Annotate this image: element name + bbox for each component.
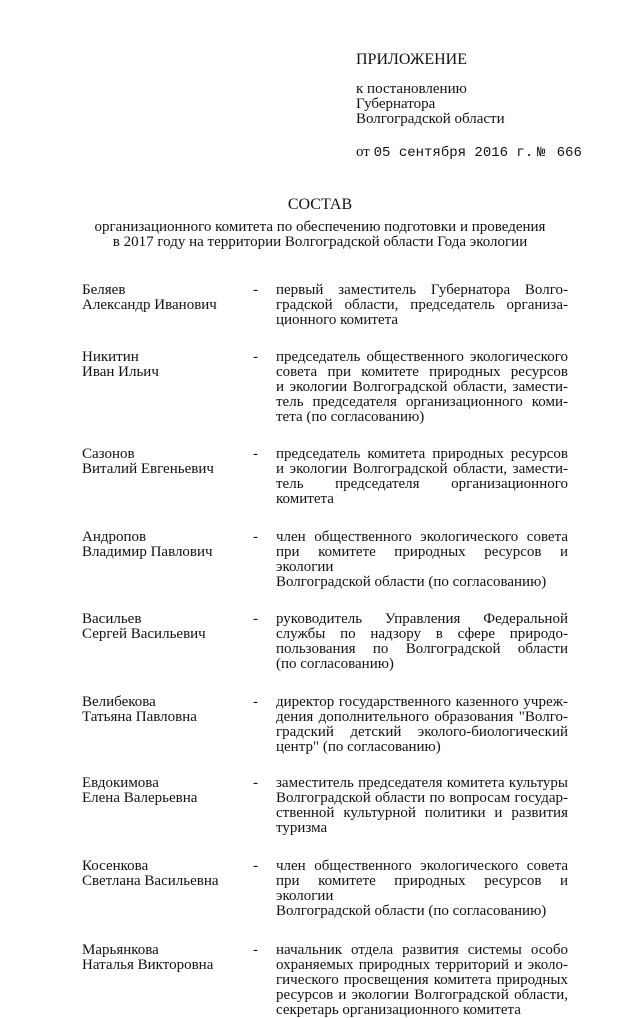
member-dash: - (253, 611, 258, 627)
member-role-line: и экологии Волгоградской области, замести- (276, 379, 568, 395)
member-given-names: Наталья Викторовна (82, 957, 214, 973)
member-dash: - (253, 446, 258, 462)
member-role-line: и экологии Волгоградской области, замести- (276, 461, 568, 477)
appendix-line: Губернатора (356, 96, 436, 112)
member-dash: - (253, 349, 258, 365)
member-name (82, 350, 250, 380)
member-given-names: Сергей Васильевич (82, 626, 206, 642)
appendix-line: к постановлению (356, 81, 467, 97)
appendix-block (356, 50, 626, 162)
member-role-line: председатель общественного экологического (276, 349, 568, 365)
appendix-title: ПРИЛОЖЕНИЕ (356, 51, 468, 68)
member-row (82, 530, 574, 590)
member-role-line: начальник отдела развития системы особо (276, 942, 568, 958)
member-given-names: Виталий Евгеньевич (82, 461, 214, 477)
member-row (82, 859, 574, 919)
member-name (82, 283, 250, 313)
member-role-line: (по согласованию) (276, 656, 394, 672)
member-given-names: Иван Ильич (82, 364, 159, 380)
member-given-names: Елена Валерьевна (82, 790, 198, 806)
member-surname: Васильев (82, 611, 142, 627)
member-role-line: тель председателя организационного коми- (276, 394, 568, 410)
member-name (82, 530, 250, 560)
member-role-line: службы по надзору в сфере природо- (276, 626, 568, 642)
member-row (82, 695, 574, 755)
member-role (276, 530, 568, 590)
member-given-names: Владимир Павлович (82, 544, 213, 560)
member-surname: Беляев (82, 282, 126, 298)
member-surname: Сазонов (82, 446, 135, 462)
member-row (82, 776, 574, 836)
member-surname: Марьянкова (82, 942, 159, 958)
member-role-line: директор государственного казенного учреж- (276, 694, 568, 710)
member-role-line: охраняемых природных территорий и эколо- (276, 957, 568, 973)
member-name (82, 859, 250, 889)
member-row (82, 350, 574, 425)
decree-prefix: от (356, 144, 370, 160)
member-role (276, 776, 568, 836)
member-role-line: секретарь организационного комитета (276, 1002, 521, 1018)
member-surname: Евдокимова (82, 775, 159, 791)
appendix-line: Волгоградской области (356, 111, 505, 127)
member-role (276, 283, 568, 328)
member-role-line: пользования по Волгоградской области (276, 641, 568, 657)
member-role-line: туризма (276, 820, 328, 836)
member-row (82, 283, 574, 328)
member-role-line: центр" (по согласованию) (276, 739, 441, 755)
subheading-line: организационного комитета по обеспечению подготовки и проведения (94, 219, 546, 235)
member-role-line: Волгоградской области по вопросам государ- (276, 790, 568, 806)
member-role-line: председатель комитета природных ресурсов (276, 446, 568, 462)
member-name (82, 447, 250, 477)
member-role-line: при комитете природных ресурсов и экологии (276, 873, 568, 904)
member-surname: Никитин (82, 349, 139, 365)
member-role-line: при комитете природных ресурсов и экологии (276, 544, 568, 575)
member-dash: - (253, 942, 258, 958)
member-role (276, 695, 568, 755)
member-role-line: ственной культурной политики и развития (276, 805, 568, 821)
member-role-line: член общественного экологического совета (276, 858, 568, 874)
member-name (82, 943, 250, 973)
member-role-line: ционного комитета (276, 312, 399, 328)
decree-date: 05 сентября 2016 г. (373, 145, 534, 161)
member-role (276, 859, 568, 919)
document-heading: СОСТАВ (287, 196, 353, 213)
member-dash: - (253, 858, 258, 874)
member-dash: - (253, 775, 258, 791)
member-row (82, 447, 574, 507)
member-surname: Андропов (82, 529, 147, 545)
decree-number-label: № (537, 145, 546, 161)
member-role-line: член общественного экологического совета (276, 529, 568, 545)
member-role-line: градской области, председатель организа- (276, 297, 568, 313)
member-name (82, 776, 250, 806)
member-role-line: ресурсов и экологии Волгоградской области, (276, 987, 568, 1003)
member-role-line: тель председателя организационного комитета (276, 476, 568, 507)
member-given-names: Светлана Васильевна (82, 873, 219, 889)
decree-number: 666 (556, 145, 582, 161)
member-role-line: дения дополнительного образования "Волго- (276, 709, 568, 725)
member-given-names: Татьяна Павловна (82, 709, 197, 725)
member-role-line: градский детский эколого-биологический (276, 724, 568, 740)
member-name (82, 695, 250, 725)
member-dash: - (253, 282, 258, 298)
member-role-line: заместитель председателя комитета культуры (276, 775, 568, 791)
member-row (82, 943, 574, 1018)
member-role (276, 447, 568, 507)
member-role-line: гического просвещения комитета природных (276, 972, 568, 988)
member-role (276, 350, 568, 425)
member-dash: - (253, 694, 258, 710)
member-surname: Косенкова (82, 858, 149, 874)
member-surname: Велибекова (82, 694, 156, 710)
member-role-line: Волгоградской области (по согласованию) (276, 574, 547, 590)
member-role-line: тета (по согласованию) (276, 409, 425, 425)
member-role-line: руководитель Управления Федеральной (276, 611, 568, 627)
member-dash: - (253, 529, 258, 545)
member-role (276, 943, 568, 1018)
subheading-line: в 2017 году на территории Волгоградской области Года экологии (112, 234, 528, 250)
members-list (82, 283, 574, 1018)
member-row (82, 612, 574, 672)
document-subheading (20, 220, 620, 250)
member-given-names: Александр Иванович (82, 297, 217, 313)
member-role (276, 612, 568, 672)
member-name (82, 612, 250, 642)
member-role-line: первый заместитель Губернатора Волго- (276, 282, 568, 298)
decree-line (356, 143, 626, 162)
member-role-line: Волгоградской области (по согласованию) (276, 903, 547, 919)
member-role-line: совета при комитете природных ресурсов (276, 364, 568, 380)
